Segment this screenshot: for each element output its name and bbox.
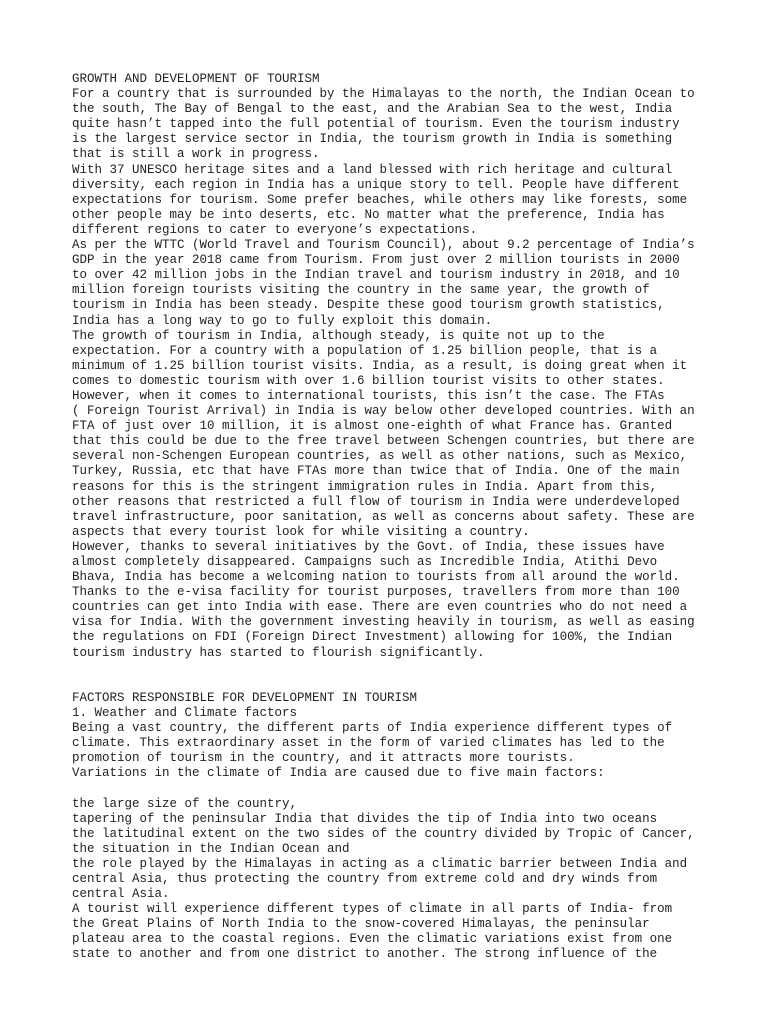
paragraph-line: As per the WTTC (World Travel and Tourism Council), about 9.2 percentage of India’s [72, 238, 695, 253]
list-item-line: the large size of the country, [72, 796, 298, 811]
paragraph-line: tourism in India has been steady. Despite these good tourism growth statistics, [72, 298, 665, 313]
paragraph-line: Turkey, Russia, etc that have FTAs more than twice that of India. One of the main [72, 464, 680, 479]
paragraph-line: expectations for tourism. Some prefer beaches, while others may like forests, some [72, 192, 688, 207]
paragraph-line: diversity, each region in India has a unique story to tell. People have different [72, 177, 680, 192]
paragraph-line: However, when it comes to international tourists, this isn’t the case. The FTAs [72, 388, 665, 403]
paragraph-line: GDP in the year 2018 came from Tourism. From just over 2 million tourists in 2000 [72, 253, 680, 268]
list-item-line: the latitudinal extent on the two sides of the country divided by Tropic of Cancer, [72, 826, 695, 841]
paragraph-line: The growth of tourism in India, although steady, is quite not up to the [72, 328, 605, 343]
paragraph-line: almost completely disappeared. Campaigns such as Incredible India, Atithi Devo [72, 555, 658, 569]
paragraph-line: aspects that every tourist look for while visiting a country. [72, 524, 530, 539]
spacer [72, 676, 712, 691]
paragraph-line: that this could be due to the free travel between Schengen countries, but there are [72, 434, 695, 449]
paragraph-line: Thanks to the e-visa facility for tourist purposes, travellers from more than 100 [72, 585, 680, 600]
paragraph-line: reasons for this is the stringent immigration rules in India. Apart from this, [72, 479, 658, 494]
paragraph-line: travel infrastructure, poor sanitation, as well as concerns about safety. These are [72, 509, 695, 524]
paragraph-line: is the largest service sector in India, the tourism growth in India is something [72, 132, 673, 147]
subheading-weather-climate: 1. Weather and Climate factors [72, 705, 298, 720]
paragraph-line: quite hasn’t tapped into the full potential of tourism. Even the tourism industry [72, 117, 680, 132]
paragraph-line: climate. This extraordinary asset in the form of varied climates has led to the [72, 736, 665, 751]
paragraph-line: million foreign tourists visiting the country in the same year, the growth of [72, 283, 650, 298]
factors-closing [72, 902, 712, 962]
list-item-line: the situation in the Indian Ocean and [72, 841, 350, 856]
section-heading-factors: FACTORS RESPONSIBLE FOR DEVELOPMENT IN TOURISM [72, 690, 418, 705]
paragraph-line: several non-Schengen European countries, as well as other nations, such as Mexico, [72, 449, 688, 464]
paragraph-line: Variations in the climate of India are caused due to five main factors: [72, 766, 605, 781]
paragraph-line: minimum of 1.25 billion tourist visits. India, as a result, is doing great when it [72, 358, 688, 373]
paragraph-line: A tourist will experience different types of climate in all parts of India- from [72, 902, 673, 917]
paragraph-line: However, thanks to several initiatives by the Govt. of India, these issues have [72, 539, 665, 554]
spacer [72, 661, 712, 676]
paragraph-line: promotion of tourism in the country, and it attracts more tourists. [72, 751, 575, 766]
paragraph-line: tourism industry has started to flourish significantly. [72, 645, 485, 660]
list-item-line: central Asia, thus protecting the country from extreme cold and dry winds from [72, 871, 658, 886]
paragraph-line: state to another and from one district to another. The strong influence of the [72, 947, 658, 962]
paragraph-line: With 37 UNESCO heritage sites and a land blessed with rich heritage and cultural [72, 162, 673, 177]
paragraph-line: other reasons that restricted a full flow of tourism in India were underdeveloped [72, 494, 680, 509]
list-item-line: the role played by the Himalayas in acting as a climatic barrier between India and [72, 856, 688, 871]
paragraph-line: different regions to cater to everyone’s expectations. [72, 222, 478, 237]
paragraph-line: expectation. For a country with a population of 1.25 billion people, that is a [72, 343, 658, 358]
paragraph-line: comes to domestic tourism with over 1.6 billion tourist visits to other states. [72, 373, 665, 388]
list-item-line: tapering of the peninsular India that divides the tip of India into two oceans [72, 811, 658, 826]
paragraph-line: India has a long way to go to fully exploit this domain. [72, 313, 493, 328]
spacer [72, 781, 712, 796]
paragraph-line: ( Foreign Tourist Arrival) in India is way below other developed countries. With an [72, 404, 695, 419]
document-page [72, 72, 712, 963]
paragraph-line: countries can get into India with ease. There are even countries who do not need a [72, 600, 688, 615]
paragraph-line: Bhava, India has become a welcoming nation to tourists from all around the world. [72, 570, 680, 585]
paragraph-line: plateau area to the coastal regions. Even the climatic variations exist from one [72, 932, 673, 947]
paragraph-line: the regulations on FDI (Foreign Direct Investment) allowing for 100%, the Indian [72, 630, 673, 645]
paragraph-line: that is still a work in progress. [72, 147, 320, 162]
paragraph-line: other people may be into deserts, etc. No matter what the preference, India has [72, 207, 665, 222]
factors-list [72, 797, 712, 903]
paragraph-line: the south, The Bay of Bengal to the east, and the Arabian Sea to the west, India [72, 102, 673, 117]
paragraph-line: For a country that is surrounded by the Himalayas to the north, the Indian Ocean to [72, 87, 695, 102]
paragraph-line: Being a vast country, the different parts of India experience different types of [72, 721, 673, 736]
section-body-growth [72, 87, 712, 661]
paragraph-line: the Great Plains of North India to the snow-covered Himalayas, the peninsular [72, 917, 650, 932]
paragraph-line: FTA of just over 10 million, it is almost one-eighth of what France has. Granted [72, 419, 673, 434]
list-item-line: central Asia. [72, 887, 170, 902]
paragraph-line: to over 42 million jobs in the Indian travel and tourism industry in 2018, and 10 [72, 268, 680, 283]
factors-intro [72, 721, 712, 781]
section-heading-growth: GROWTH AND DEVELOPMENT OF TOURISM [72, 72, 320, 86]
paragraph-line: visa for India. With the government investing heavily in tourism, as well as easing [72, 615, 695, 630]
